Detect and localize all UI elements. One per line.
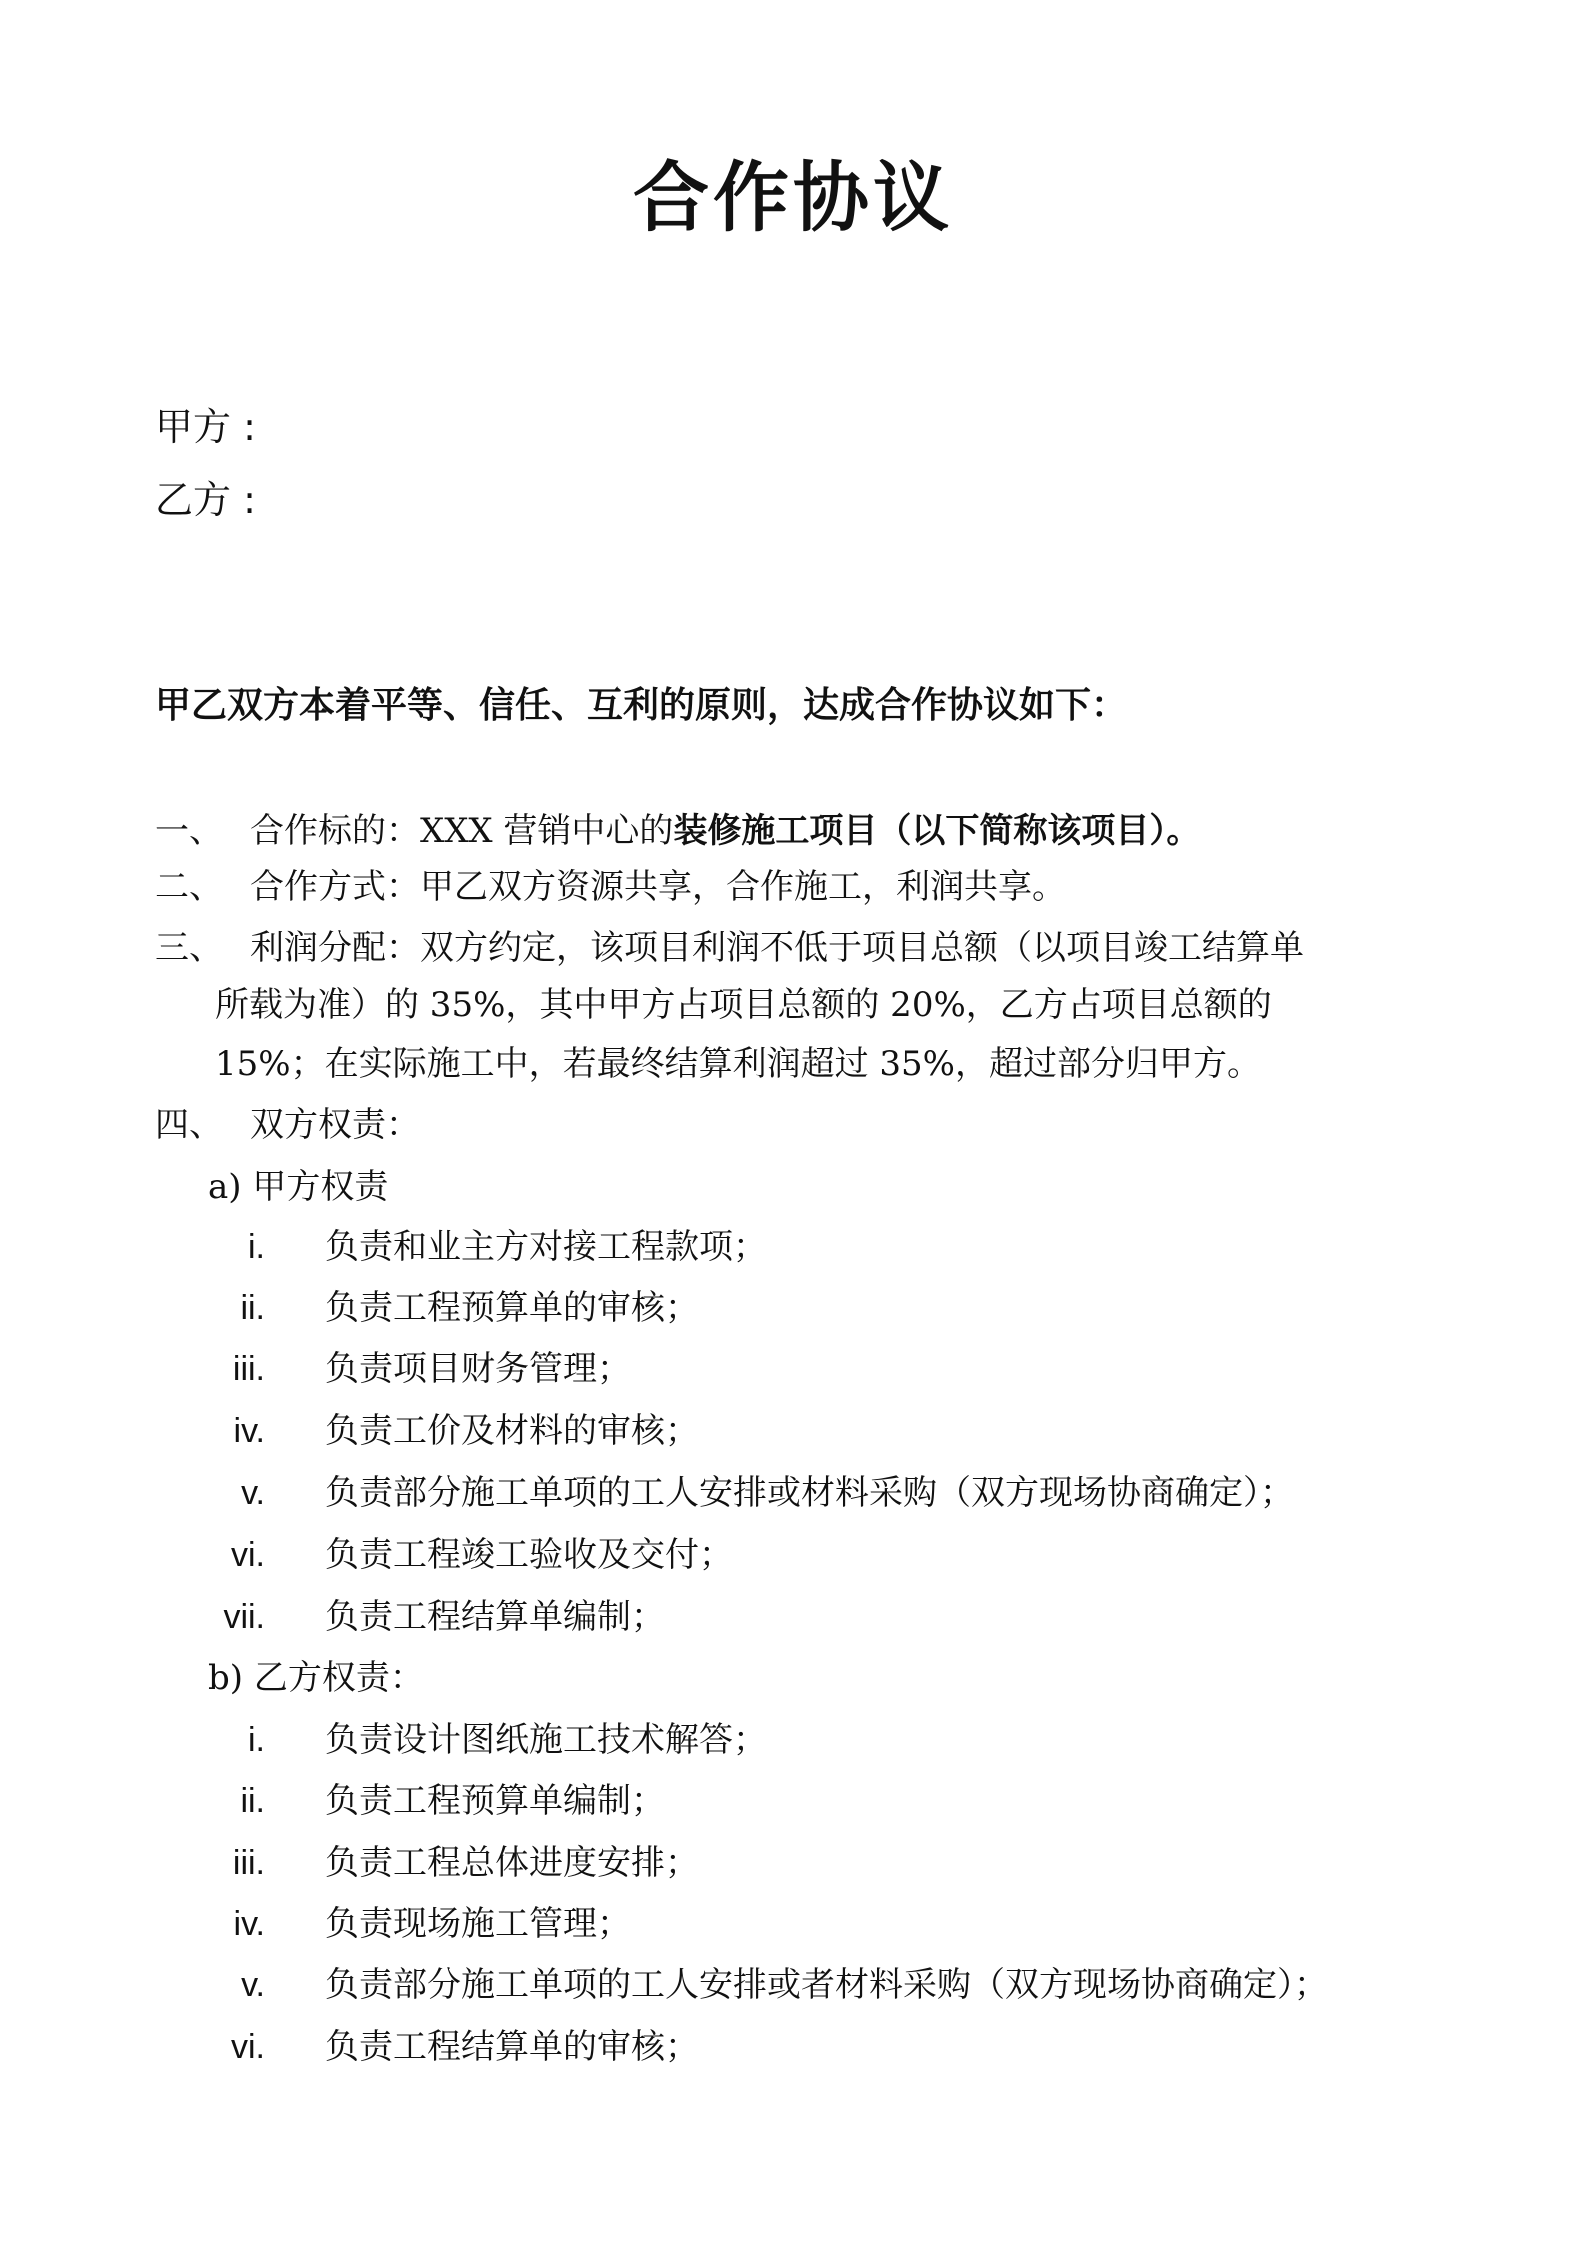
party-a-duty-text: 负责工价及材料的审核； [325, 1411, 699, 1451]
section-1-text-bold: 装修施工项目（以下简称该项目）。 [673, 811, 1201, 851]
party-a-duties-heading: a) 甲方权责 [208, 1167, 389, 1207]
party-b-duty-numeral: iii. [232, 1844, 265, 1882]
party-b-duty-text: 负责现场施工管理； [325, 1904, 631, 1944]
section-3-line-3: 15%；在实际施工中，若最终结算利润超过 35%，超过部分归甲方。 [215, 1044, 1261, 1084]
party-b-duty-numeral: i. [248, 1721, 265, 1759]
party-b-duty-numeral: ii. [240, 1782, 265, 1820]
document-title: 合作协议 [633, 153, 953, 242]
section-number-3: 三、 [155, 928, 223, 968]
party-b-duty-text: 负责设计图纸施工技术解答； [325, 1720, 767, 1760]
party-b-duty-numeral: v. [241, 1966, 265, 2004]
party-a-duty-text: 负责部分施工单项的工人安排或材料采购（双方现场协商确定）； [325, 1473, 1294, 1513]
party-a-duty-numeral: i. [248, 1228, 265, 1266]
section-1-text [250, 811, 1201, 851]
party-a-duty-text: 负责项目财务管理； [325, 1349, 631, 1389]
intro-statement: 甲乙双方本着平等、信任、互利的原则，达成合作协议如下： [155, 685, 1128, 726]
party-b-duty-text: 负责工程预算单编制； [325, 1781, 665, 1821]
party-a-duty-text: 负责工程预算单的审核； [325, 1288, 699, 1328]
party-b-duty-numeral: iv. [233, 1905, 265, 1943]
party-b-duty-text: 负责部分施工单项的工人安排或者材料采购（双方现场协商确定）； [325, 1965, 1328, 2005]
party-a-duty-text: 负责和业主方对接工程款项； [325, 1227, 767, 1267]
section-number-4: 四、 [155, 1105, 223, 1145]
party-a-duty-numeral: iv. [233, 1412, 265, 1450]
party-b-duty-text: 负责工程总体进度安排； [325, 1843, 699, 1883]
section-number-2: 二、 [155, 867, 223, 907]
party-b-label: 乙方 : [155, 478, 256, 522]
party-a-duty-numeral: ii. [240, 1289, 265, 1327]
section-1-text-plain: 合作标的：XXX 营销中心的 [250, 811, 674, 851]
party-a-label: 甲方 : [155, 405, 256, 449]
section-3-line-2: 所载为准）的 35%，其中甲方占项目总额的 20%，乙方占项目总额的 [215, 985, 1272, 1025]
party-a-duty-text: 负责工程结算单编制； [325, 1597, 665, 1637]
section-number-1: 一、 [155, 811, 223, 851]
party-b-duties-heading: b) 乙方权责： [208, 1658, 424, 1698]
party-a-duty-numeral: vi. [231, 1536, 265, 1574]
section-4-text: 双方权责： [250, 1105, 420, 1145]
party-a-duty-numeral: v. [241, 1474, 265, 1512]
party-a-duty-numeral: iii. [232, 1350, 265, 1388]
section-3-line-1: 利润分配：双方约定，该项目利润不低于项目总额（以项目竣工结算单 [250, 928, 1304, 968]
party-b-duty-numeral: vi. [231, 2028, 265, 2066]
party-a-duty-text: 负责工程竣工验收及交付； [325, 1535, 733, 1575]
section-2-text: 合作方式：甲乙双方资源共享，合作施工，利润共享。 [250, 867, 1066, 907]
party-b-duty-text: 负责工程结算单的审核； [325, 2027, 699, 2067]
party-a-duty-numeral: vii. [223, 1598, 265, 1636]
